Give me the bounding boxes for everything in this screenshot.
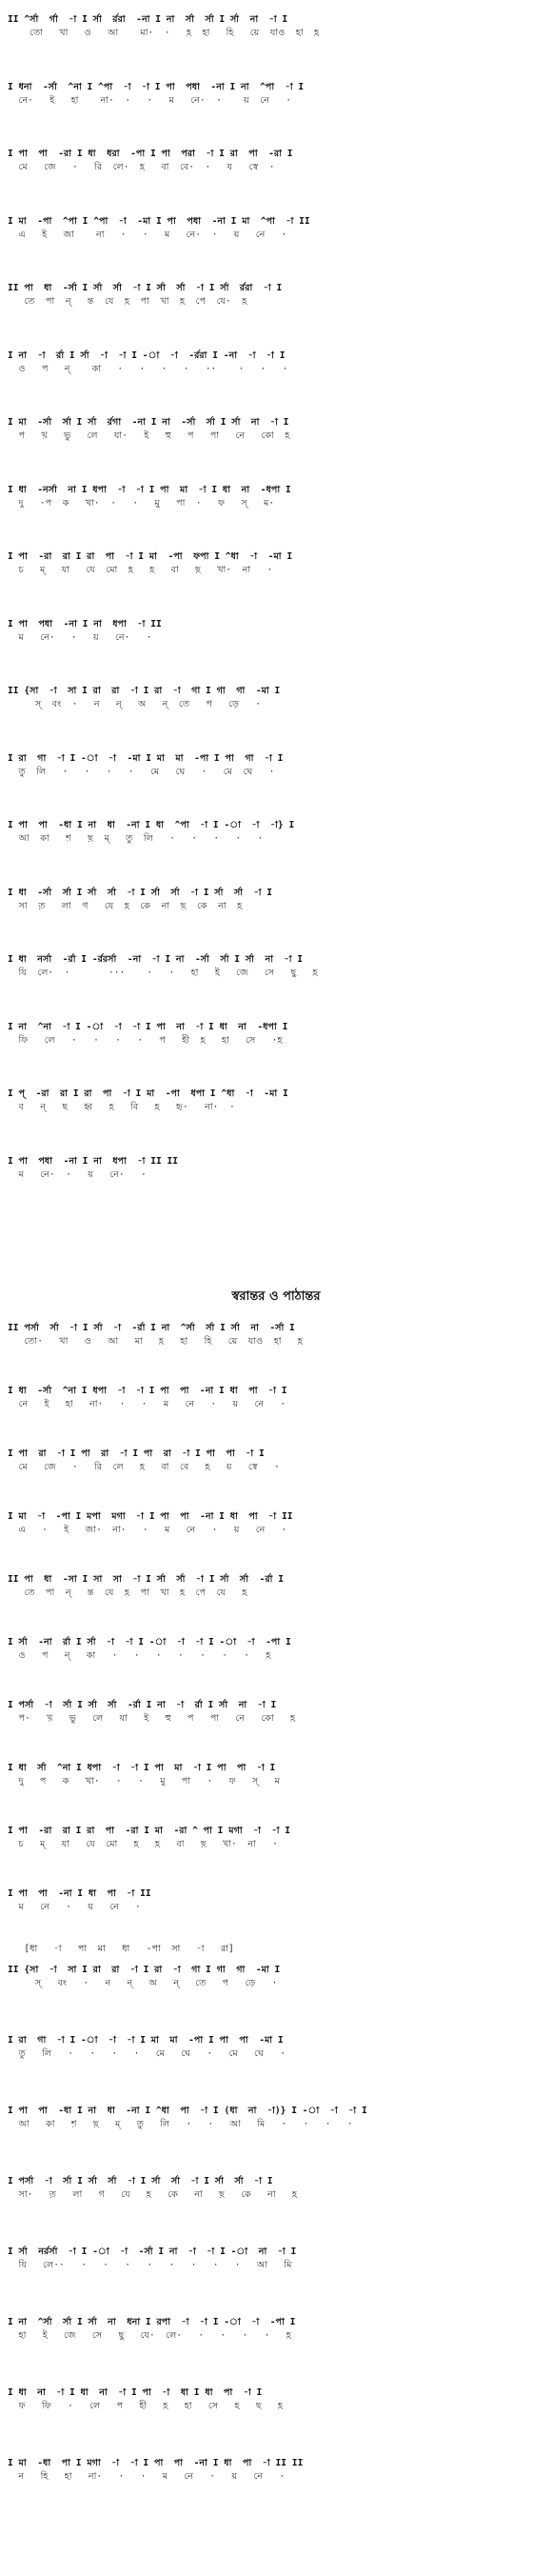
- lyric-line: দু প ক খা· · · মু পা · ফ স্ ম: [8, 1776, 280, 1787]
- swara-line: I পা পা -রা I ধা ধরা -পা I পা পরা -া I রা পা -রা I: [8, 149, 293, 159]
- lyric-line: এ · ই জা· না· · ম নে · য় নে ·: [8, 1525, 287, 1535]
- lyric-line: ন হি হা না· · · ম নে · য় নে ·: [8, 2471, 286, 2482]
- notation-row: [8, 349, 541, 376]
- lyric-line: দু ·প ক খা· · · মু পা · ফ স্ ম·: [8, 497, 275, 509]
- swara-line: II {সা -া সা I রা রা -া I রা -া গা I গা গা -মা I: [8, 686, 281, 696]
- swara-line: II ^র্সা র্গা -া I র্সা র্ররা -না I না র্সা র্সা I র্সা না -া I: [8, 14, 288, 25]
- lyric-line: প খ় ভু লে যা· ই হু প পা নে কো হ়: [8, 430, 290, 441]
- notation-row: [8, 1448, 541, 1474]
- swara-line: I র্সা নর্রর্সা -া I -া -া -র্সা I না -া -া I -া না -া I: [8, 2247, 297, 2257]
- lyric-line: তু লি · · · · মে ঘে · মে ঘে ·: [8, 766, 275, 777]
- notation-row: [8, 1385, 541, 1411]
- swara-line: I ধা র্সা ^না I ধপা -া -া I পা মা -া I পা পা -া I: [8, 1763, 276, 1773]
- lyric-line: নে· ই হা না· · · ম নে· · য় নে ·: [8, 94, 291, 106]
- lyric-line: ও প ন্ কা · · · · · · · হ়: [8, 1650, 271, 1661]
- notation-row: [8, 484, 541, 510]
- notation-row: [8, 618, 541, 645]
- notation-row: [8, 1573, 541, 1600]
- notation-row: [8, 215, 541, 242]
- notation-row: [8, 1762, 541, 1788]
- notation-row: [8, 2386, 541, 2413]
- lyric-line: সা· ত় লা গ যে হ় কে না ছ় কে না হ়: [8, 2189, 298, 2200]
- lyric-line: আ কা শ় ছ় ম্ তু লি · · আ মি · · · ·: [8, 2119, 353, 2129]
- lyric-line: ফ ফি · লে প হী হ় হা সে হ ছ হ়: [8, 2401, 284, 2411]
- notation-row: [8, 2316, 541, 2343]
- notation-row: [8, 148, 541, 174]
- lyric-line: নে ই হা না· · · ম নে · য় নে ·: [8, 1399, 286, 1409]
- lyric-line: ফি লে · · · · প হী হ় হা সে ·হ়: [8, 1034, 283, 1046]
- lyric-line: চ ম্ যা যে মো হ় হ় বা ছ় খা· না ·: [8, 565, 273, 575]
- notation-row: [8, 1699, 541, 1726]
- swara-line: I না ^না -া I -া -া -া I পা না -া I ধা না -ধপা I: [8, 1021, 288, 1032]
- swara-line: I ধা -র্সা র্সা I র্সা র্সা -া I র্সা র্সা -া I র্সা র্সা -া I: [8, 887, 273, 898]
- lyric-line: ম নে· · য় নে· ·: [8, 1168, 147, 1180]
- notation-row: [8, 2034, 541, 2061]
- swara-line: I পা পধা -না I না ধপা -া II: [8, 618, 162, 629]
- swara-line: I ধা -নর্সা না I ধপা -া -া I পা মা -া I ধা না -ধপা I: [8, 484, 291, 495]
- swara-line: I পা -রা রা I রা পা -া I মা -পা ফপা I ^ধা -া -মা I: [8, 551, 293, 562]
- notation-row: [8, 2457, 541, 2484]
- lyric-line: তে পা ন্ ন্ত যে হ় পা খা হ় পে যে হ়: [8, 1588, 247, 1598]
- lyric-line: তো খা ও আ মা· · হ় হা হি য়ে যাও হা হ়: [8, 28, 320, 38]
- notation-row: [8, 1021, 541, 1048]
- swara-line: I পা পা -ধা I না ধা -না I ধা ^পা -া I -া -া -া} I: [8, 820, 295, 830]
- lyric-line: স্ বং · ন ন্ অ ন্ তে প ড়ে ·: [8, 1978, 278, 1988]
- notation-row: [8, 81, 541, 108]
- swara-line: I মা -া -পা I মপা মগা -া I পা পা -না I ধা পা -া II: [8, 1511, 293, 1522]
- swara-line: I না -া র্রা I র্সা -া -া I -া -া -র্ররা I -না -া -া I: [8, 349, 286, 361]
- notation-row: [8, 1510, 541, 1537]
- notation-row: [8, 2175, 541, 2202]
- lyric-line: যি লে·· · · · · · · · · আ মি: [8, 2260, 292, 2270]
- swara-line: I পা পা -না I ধা পা -া II: [8, 1888, 151, 1899]
- notation-row: [8, 819, 541, 846]
- notation-row: [8, 13, 541, 40]
- swara-line: II পর্সা র্সা -া I র্সা -া -র্রা I না ^র্সা র্সা I র্সা না -র্সা I: [8, 1323, 295, 1333]
- section-heading-variants: স্বরান্তর ও পাঠান্তর: [231, 1289, 321, 1304]
- lyric-line: তো· খা ও আ মা হ় হা হি য়ে যাও হা হ়: [8, 1336, 303, 1347]
- notation-row: [8, 887, 541, 913]
- lyric-line: আ কা শ় ছ় ম্ তু লি · · · · ·: [8, 833, 264, 844]
- swara-line: I রা গা -া I -া -া -া I মা মা -পা I পা পা -মা I: [8, 2035, 284, 2046]
- lyric-line: তে পা ন্ ন্ত যে হ় পা খা হ় পে যে· হ়: [8, 296, 247, 307]
- swara-line: I র্সা -না র্রা I র্সা -া -া I -া -া -া I -া -া -পা I: [8, 1637, 291, 1647]
- notation-row: [8, 1825, 541, 1851]
- swara-line: II পা ধা -সা I সা সা -া I র্সা র্সা -া I র্সা র্সা -র্রা I: [8, 1574, 284, 1585]
- swara-line: I মা -ধা পা I মগা -া -া I পা পা -না I ধা পা -া II II: [8, 2458, 304, 2468]
- swara-line: I ধা না -া I ধা না -া I পা -া ধা I ধা পা -া I: [8, 2387, 263, 2398]
- notation-row: [8, 752, 541, 779]
- lyric-line: ম নে· · য় নে· ·: [8, 631, 152, 643]
- lyric-line: ম নে · য় নে ·: [8, 1902, 141, 1912]
- notation-row: [8, 1155, 541, 1182]
- swara-line: I না ^র্সা র্সা I র্সা না ধনা I রপা -া -া I -া -া -পা I: [8, 2317, 296, 2327]
- swara-line: II {সা -া সা I রা রা -া I রা -া গা I গা গা -মা I: [8, 1965, 281, 1975]
- lyric-line: ব ন্ ছ হ্ব হ় বি হ় হৃ· না· ·: [8, 1102, 235, 1112]
- notation-row: [8, 550, 541, 577]
- variant-note: [8, 1943, 541, 1955]
- swara-line: I পা রা -া I পা রা -া I পা রা -া I পা পা -া I: [8, 1448, 265, 1459]
- notation-row: [8, 1088, 541, 1114]
- lyric-line: হা ই জে সে ছু যে· লে· · · · · হ়: [8, 2330, 291, 2341]
- lyric-line: স্ বং · ন ন্ অ ন্ তে প ড়ে ·: [8, 699, 262, 709]
- swara-line: I মা -র্সা র্সা I র্সা র্রগা -না I না -র্সা র্সা I র্সা না -া I: [8, 417, 289, 428]
- lyric-line: মে জে · রি লে হ় বা বে হ় য় স্বে ·: [8, 1462, 280, 1472]
- notation-row: [8, 2246, 541, 2272]
- lyric-line: প· খ় ভু লে যা ই হু প পা নে কো হ়: [8, 1713, 296, 1724]
- variant-note-text: [ধা -া পা মা ধা -পা সা -া রা]: [8, 1944, 234, 1954]
- swara-line: I পর্সা -া র্সা I র্সা র্সা -র্রা I না -া র্রা I র্সা না -া I: [8, 1700, 277, 1710]
- lyric-line: চ ম্ যা যে মো হ় হ় বা ছ় খা· না ·: [8, 1839, 278, 1849]
- notation-row: [8, 416, 541, 443]
- swara-line: I পর্সা -া র্সা I র্সা র্সা -া I র্সা র্সা -া I র্সা র্সা -া I: [8, 2176, 273, 2187]
- lyric-line: সা ত় লা গ যে হ় কে না ছ় কে না হ়: [8, 900, 243, 911]
- swara-line: I পা পধা -না I না ধপা -া II II: [8, 1155, 179, 1167]
- lyric-line: মে জে · রি লে· হ় বা বে· · য স্বে ·: [8, 162, 275, 172]
- lyric-line: ও প ন্ কা · · · · ·· · · ·: [8, 363, 288, 374]
- lyric-line: তু লি · · · · মে ঘে · মে ঘে ·: [8, 2048, 286, 2059]
- swara-line: I ধা -র্সা ^না I ধপা -া -া I পা পা -না I ধা পা -া I: [8, 1386, 287, 1396]
- notation-row: [8, 1964, 541, 1990]
- lyric-line: যি লে· · ··· · · হা ই জে সে ছু হ়: [8, 968, 318, 978]
- notation-row: [8, 1322, 541, 1348]
- notation-row: [8, 953, 541, 980]
- swara-line: II পা ধা -র্সা I র্সা র্সা -া I র্সা র্সা -া I র্সা র্ররা -া I: [8, 283, 283, 293]
- swara-line: I রা গা -া I -া -া -মা I মা মা -পা I পা গা -া I: [8, 752, 284, 764]
- swara-line: I পা পা -ধা I না ধা -না I ^ধা পা -া I (ধা না -া)} I -া -া -া I: [8, 2106, 367, 2116]
- swara-line: I মা -পা ^পা I ^পা -া -মা I পা পধা -না I মা ^পা -া II: [8, 215, 310, 227]
- notation-row: [8, 685, 541, 711]
- notation-row: [8, 1636, 541, 1663]
- lyric-line: এ ই জা না · · ম নে· · য় নে ·: [8, 229, 287, 240]
- notation-row: [8, 282, 541, 309]
- notation-row: [8, 1887, 541, 1914]
- swara-line: I ধনা -র্সা ^না I ^পা -া -া I পা পধা -না I না ^পা -া I: [8, 81, 305, 92]
- swara-line: I পা -রা রা I রা পা -রা I মা -রা ^ পা I মগা -া -া I: [8, 1826, 291, 1836]
- swara-line: I প্ -রা রা I রা পা -া I মা -পা ধপা I ^ধা -া -মা I: [8, 1088, 288, 1099]
- swara-line: I ধা নর্সা -র্রা I -র্ররর্সা -না -া I না -র্সা র্সা I র্সা না -া I: [8, 954, 304, 965]
- notation-row: [8, 2105, 541, 2131]
